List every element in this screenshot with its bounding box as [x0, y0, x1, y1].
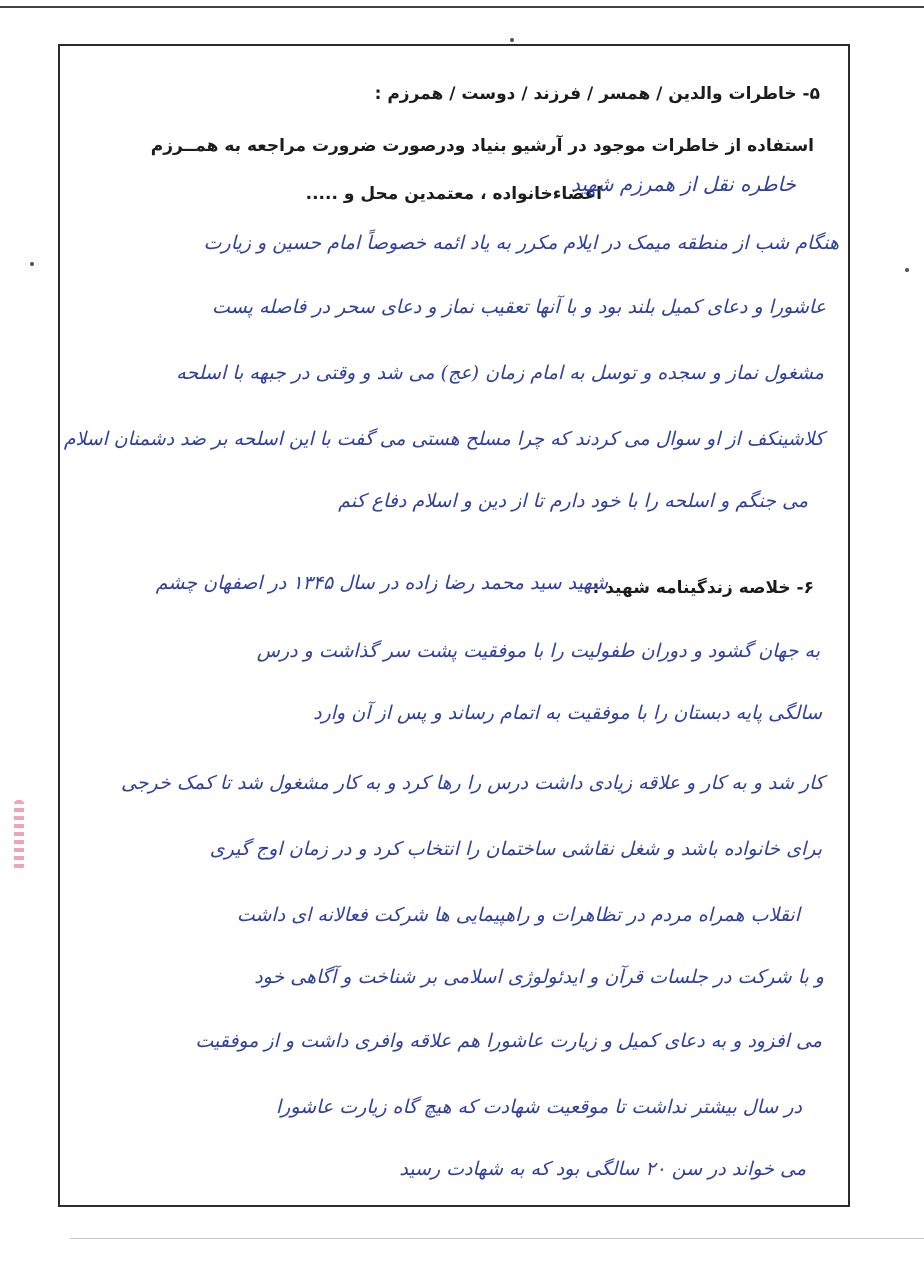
memory-line: هنگام شب از منطقه میمک در ایلام مکرر به یاد ائمه خصوصاً امام حسین و زیارت	[203, 232, 839, 254]
bio-line: می افزود و به دعای کمیل و زیارت عاشورا هم علاقه وافری داشت و از موفقیت	[195, 1030, 822, 1052]
ink-dot	[905, 268, 909, 272]
bottom-edge-line	[70, 1238, 924, 1239]
bio-line: انقلاب همراه مردم در تظاهرات و راهپیمایی ها شرکت فعالانه ای داشت	[236, 904, 800, 926]
bio-line: می خواند در سن ۲۰ سالگی بود که به شهادت رسید	[399, 1158, 806, 1180]
section5-heading: ۵- خاطرات والدین / همسر / فرزند / دوست / همرزم :	[374, 84, 820, 104]
bio-line: برای خانواده باشد و شغل نقاشی ساختمان را انتخاب کرد و در زمان اوج گیری	[209, 838, 822, 860]
memory-line: عاشورا و دعای کمیل بلند بود و با آنها تعقیب نماز و دعای سحر در فاصله پست	[212, 296, 826, 318]
ink-dot	[510, 38, 514, 42]
top-edge-line	[0, 6, 924, 8]
section5-instruction-line1: استفاده از خاطرات موجود در آرشیو بنیاد ودرصورت ضرورت مراجعه به همــرزم	[150, 136, 814, 156]
memory-line: مشغول نماز و سجده و توسل به امام زمان (عج) می شد و وقتی در جبهه با اسلحه	[176, 362, 824, 384]
handwritten-source-note: خاطره نقل از همرزم شهید	[570, 172, 796, 196]
bio-line: کار شد و به کار و علاقه زیادی داشت درس را رها کرد و به کار مشغول شد تا کمک خرجی	[120, 772, 824, 794]
bio-line: در سال بیشتر نداشت تا موقعیت شهادت که هیچ گاه زیارت عاشورا	[275, 1096, 802, 1118]
section6-heading: ۶- خلاصه زندگینامه شهید :	[592, 578, 814, 598]
bio-line: به جهان گشود و دوران طفولیت را با موفقیت پشت سر گذاشت و درس	[256, 640, 820, 662]
highlighter-mark	[14, 800, 24, 870]
section5-instruction-line2: اعضاءخانواده ، معتمدین محل و .....	[305, 184, 602, 204]
bio-line: و با شرکت در جلسات قرآن و ایدئولوژی اسلامی بر شناخت و آگاهی خود	[254, 966, 824, 988]
bio-line: شهید سید محمد رضا زاده در سال ۱۳۴۵ در اصفهان چشم	[155, 572, 608, 594]
memory-line: کلاشینکف از او سوال می کردند که چرا مسلح هستی می گفت با این اسلحه بر ضد دشمنان اسلام	[63, 428, 824, 450]
ink-dot	[30, 262, 34, 266]
memory-line: می جنگم و اسلحه را با خود دارم تا از دین و اسلام دفاع کنم	[338, 490, 808, 512]
bio-line: سالگی پایه دبستان را با موفقیت به اتمام رساند و پس از آن وارد	[313, 702, 822, 724]
